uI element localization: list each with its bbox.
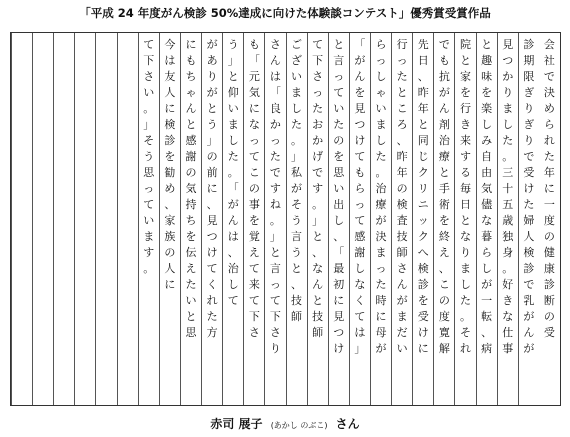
manuscript-column — [74, 33, 95, 405]
column-text: と 言 っ て い た の を 思 い 出 し 、 「 最 初 に 見 つ け — [333, 38, 345, 355]
manuscript-column — [433, 33, 454, 405]
column-text: 先 日 、 昨 年 と 同 じ ク リ ニ ッ ク へ 検 診 を 受 け に — [417, 38, 429, 355]
manuscript-column — [370, 33, 391, 405]
manuscript-column — [412, 33, 433, 405]
column-text: 会 社 で 決 め ら れ た 年 に 一 度 の 健 康 診 断 の 受 — [543, 38, 555, 339]
column-text: て 下 さ っ た お か げ で す 。 」 と 、 な ん と 技 師 — [312, 38, 324, 339]
column-text: 診 期 限 ぎ り ぎ り で 受 け た 婦 人 検 診 で 乳 が ん が — [523, 38, 535, 355]
manuscript-column — [201, 33, 222, 405]
column-text: に も ち ゃ ん と 感 謝 の 気 持 ち を 伝 え た い と 思 — [185, 38, 197, 339]
author-suffix: さん — [335, 417, 360, 431]
page-title: 「平成 24 年度がん検診 50%達成に向けた体験談コンテスト」優秀賞受賞作品 — [79, 6, 491, 20]
manuscript-column — [539, 33, 560, 405]
manuscript-column — [476, 33, 497, 405]
column-text: も 「 元 気 に な っ て こ の 事 を 覚 え て 来 て 下 さ — [248, 38, 260, 339]
manuscript-sheet — [10, 32, 561, 406]
column-text: 今 は 友 人 に 検 診 を 勧 め 、 家 族 の 人 に — [164, 38, 176, 291]
column-text: 行 っ た と こ ろ 、 昨 年 の 検 査 技 師 さ ん が ま だ い — [396, 38, 408, 355]
manuscript-column — [349, 33, 370, 405]
manuscript-column — [307, 33, 328, 405]
column-text: ご ざ い ま し た 。 」 私 が そ う 言 う と 、 技 師 — [291, 38, 303, 323]
manuscript-column — [328, 33, 349, 405]
author-reading: (あかし のぶこ) — [270, 421, 328, 430]
manuscript-column — [286, 33, 307, 405]
column-text: 「 が ん を 見 つ け て も ら っ て 感 謝 し な く て は 」 — [354, 38, 366, 355]
manuscript-column — [454, 33, 475, 405]
manuscript-column — [117, 33, 138, 405]
column-text: て 下 さ い 。 」 そ う 思 っ て い ま す 。 — [143, 38, 155, 275]
column-text: で も 抗 が ん 剤 治 療 と 手 術 を 終 え 、 こ の 度 寛 解 — [438, 38, 450, 355]
manuscript-column — [53, 33, 74, 405]
author-name: 赤司 展子 — [210, 417, 263, 431]
column-text: が あ り が と う 」 の 前 に 、 見 つ け て く れ た 方 — [206, 38, 218, 339]
manuscript-column — [518, 33, 539, 405]
column-text: う 」 と 仰 い ま し た 。 「 が ん は 、 治 し て — [227, 38, 239, 307]
manuscript-column — [95, 33, 116, 405]
column-text: 院 と 家 を 行 き 来 す る 毎 日 と な り ま し た 。 そ れ — [459, 38, 471, 355]
column-text: と 趣 味 を 楽 し み 自 由 気 儘 な 暮 ら し が 一 転 、 病 — [481, 38, 493, 355]
column-text: さ ん は 「 良 か っ た で す ね 。 」 と 言 っ て 下 さ り — [269, 38, 281, 355]
manuscript-column — [497, 33, 518, 405]
manuscript-column — [264, 33, 285, 405]
manuscript-column — [391, 33, 412, 405]
manuscript-column — [138, 33, 159, 405]
column-text: 見 つ か り ま し た 。 三 十 五 歳 独 身 。 好 き な 仕 事 — [502, 38, 514, 355]
manuscript-column — [243, 33, 264, 405]
manuscript-column — [32, 33, 53, 405]
manuscript-column — [222, 33, 243, 405]
manuscript-column — [159, 33, 180, 405]
column-text: ら っ し ゃ い ま し た 。 治 療 が 決 ま っ た 時 に 母 が — [375, 38, 387, 355]
author-line — [0, 414, 570, 434]
manuscript-column — [11, 33, 32, 405]
manuscript-column — [180, 33, 201, 405]
